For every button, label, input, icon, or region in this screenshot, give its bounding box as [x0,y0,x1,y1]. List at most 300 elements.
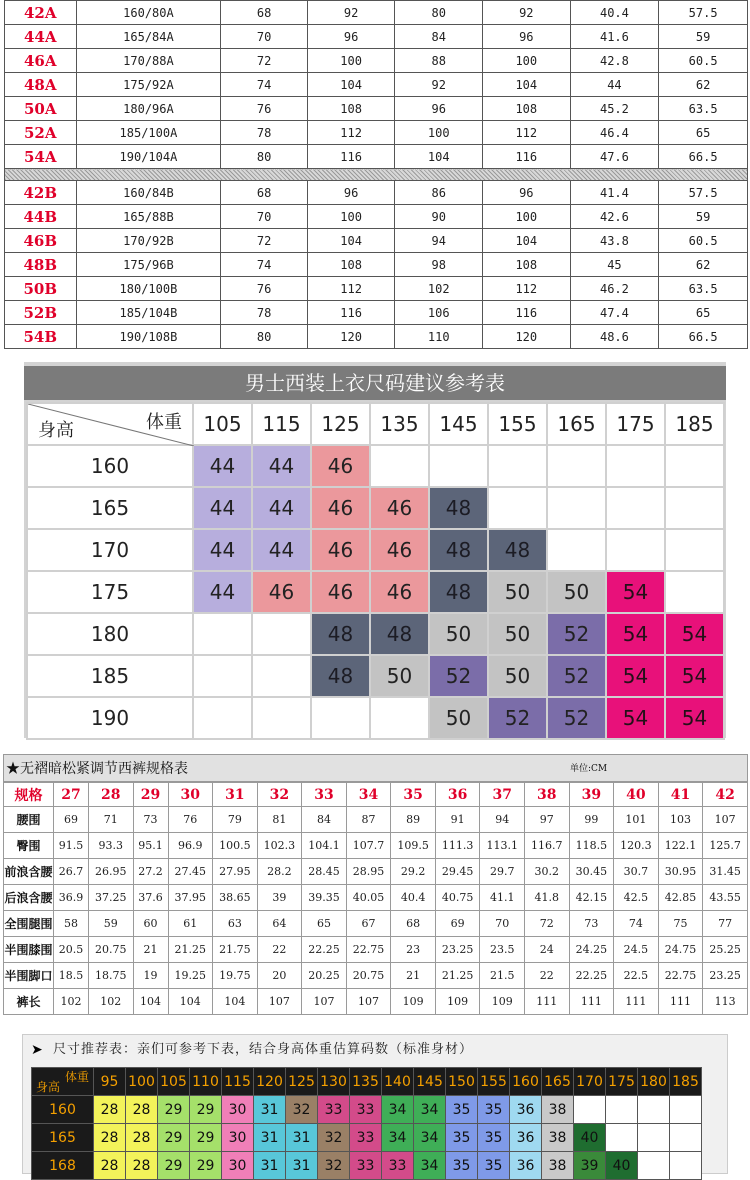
spec-cell: 78 [221,121,308,145]
spec-cell: 103 [658,807,703,833]
size-cell: 44 [252,487,311,529]
pants-spec-title: ★无褶暗松紧调节西裤规格表 [6,761,188,777]
unit-label: 单位:CM [570,764,608,774]
spec-cell: 108 [483,253,571,277]
size-cell [665,445,724,487]
table-row [27,529,724,571]
weight-header-cell: 95 [94,1068,126,1096]
size-cell: 29 [158,1096,190,1124]
spec-cell: 96 [483,25,571,49]
spec-cell: 116 [307,301,395,325]
row-label: 前浪含腰 [4,859,54,885]
size-header-cell: 35 [391,783,436,807]
spec-cell: 21.25 [435,963,480,989]
spec-cell: 42.15 [569,885,614,911]
spec-cell: 91.5 [54,833,89,859]
size-code-cell: 42A [5,1,77,25]
spec-cell: 24.5 [614,937,659,963]
spec-cell: 31.45 [703,859,748,885]
spec-cell: 57.5 [659,181,748,205]
table-row [27,487,724,529]
size-code-cell: 48B [5,253,77,277]
size-cell: 35 [478,1152,510,1180]
size-cell [193,613,252,655]
table-row [27,571,724,613]
spec-cell: 29.7 [480,859,525,885]
size-cell [606,1096,638,1124]
size-header-cell: 40 [614,783,659,807]
spec-cell: 72 [221,229,308,253]
spec-cell: 43.55 [703,885,748,911]
spec-cell: 65 [659,301,748,325]
spec-cell: 20 [257,963,302,989]
spec-cell: 42.5 [614,885,659,911]
spec-cell: 25.25 [703,937,748,963]
spec-cell: 94 [480,807,525,833]
spec-cell: 107 [703,807,748,833]
size-cell [638,1096,670,1124]
row-label: 裤长 [4,989,54,1015]
spec-cell: 73 [133,807,168,833]
size-cell: 40 [606,1152,638,1180]
spec-cell: 116 [483,301,571,325]
spec-cell: 61 [168,911,213,937]
spec-cell: 63.5 [659,277,748,301]
spec-cell: 40.75 [435,885,480,911]
size-cell: 34 [414,1124,446,1152]
spec-cell: 76 [221,97,308,121]
size-cell: 35 [446,1096,478,1124]
spec-cell: 70 [480,911,525,937]
table-row [5,73,748,97]
spec-cell: 20.25 [302,963,347,989]
size-cell: 36 [510,1124,542,1152]
spec-cell: 170/92B [76,229,221,253]
size-cell: 46 [370,529,429,571]
spec-cell: 60 [133,911,168,937]
pants-recommendation-section [22,1034,728,1174]
size-cell: 31 [254,1152,286,1180]
size-cell: 30 [222,1096,254,1124]
size-cell [665,571,724,613]
weight-header-cell: 175 [606,1068,638,1096]
spec-cell: 66.5 [659,325,748,349]
table-row [5,229,748,253]
spec-cell: 109 [480,989,525,1015]
spec-cell: 21 [133,937,168,963]
size-cell: 54 [665,697,724,739]
size-cell: 35 [446,1124,478,1152]
spec-cell: 111 [614,989,659,1015]
size-code-cell: 54A [5,145,77,169]
spec-cell: 96 [307,25,395,49]
spec-cell: 62 [659,73,748,97]
spec-cell: 30.95 [658,859,703,885]
spec-cell: 99 [569,807,614,833]
spec-cell: 90 [395,205,483,229]
size-cell: 30 [222,1152,254,1180]
size-code-cell: 42B [5,181,77,205]
spec-cell: 97 [525,807,570,833]
table-row [27,697,724,739]
weight-header-cell: 160 [510,1068,542,1096]
weight-header-cell: 145 [414,1068,446,1096]
size-cell: 54 [665,613,724,655]
table-row [4,989,748,1015]
height-header-cell: 160 [32,1096,94,1124]
size-cell: 48 [488,529,547,571]
row-label: 腰围 [4,807,54,833]
weight-header-cell: 155 [478,1068,510,1096]
size-header-cell: 41 [658,783,703,807]
spec-cell: 76 [221,277,308,301]
spec-cell: 73 [569,911,614,937]
spec-cell: 118.5 [569,833,614,859]
spec-cell: 59 [659,25,748,49]
size-cell: 44 [252,529,311,571]
spec-cell: 72 [221,49,308,73]
size-cell: 29 [190,1124,222,1152]
spec-cell: 20.75 [88,937,133,963]
spec-cell: 24.75 [658,937,703,963]
spec-cell: 74 [221,253,308,277]
table-row [5,301,748,325]
spec-cell: 47.4 [570,301,659,325]
spec-cell: 59 [88,911,133,937]
size-header-cell: 33 [302,783,347,807]
size-cell: 50 [429,613,488,655]
table-row [5,121,748,145]
size-code-cell: 54B [5,325,77,349]
jacket-spec-table [4,0,748,349]
weight-header-cell: 115 [252,403,311,445]
size-cell [547,529,606,571]
spec-cell: 37.95 [168,885,213,911]
size-cell: 29 [190,1152,222,1180]
size-cell: 34 [414,1096,446,1124]
weight-header-cell: 115 [222,1068,254,1096]
spec-cell: 175/96B [76,253,221,277]
weight-header-cell: 150 [446,1068,478,1096]
size-code-cell: 52B [5,301,77,325]
size-header-cell: 29 [133,783,168,807]
section-divider [5,169,748,181]
size-cell [665,529,724,571]
size-cell: 44 [193,529,252,571]
spec-cell: 21.75 [213,937,258,963]
weight-header-cell: 165 [542,1068,574,1096]
spec-cell: 19.25 [168,963,213,989]
spec-cell: 46.2 [570,277,659,301]
spec-cell: 111 [569,989,614,1015]
spec-cell: 47.6 [570,145,659,169]
spec-cell: 22 [525,963,570,989]
jacket-recommendation-section [24,362,726,738]
row-label: 半围脚口 [4,963,54,989]
weight-header-cell: 105 [193,403,252,445]
size-cell: 33 [350,1124,382,1152]
table-row [5,49,748,73]
spec-cell: 104 [395,145,483,169]
weight-header-cell: 185 [670,1068,702,1096]
size-cell: 34 [382,1096,414,1124]
size-header-cell: 38 [525,783,570,807]
size-cell: 54 [606,697,665,739]
spec-cell: 23.25 [435,937,480,963]
spec-cell: 70 [221,205,308,229]
spec-cell: 65 [659,121,748,145]
spec-cell: 62 [659,253,748,277]
weight-header-cell: 105 [158,1068,190,1096]
divider-cell [5,169,748,181]
spec-cell: 66.5 [659,145,748,169]
spec-cell: 160/84B [76,181,221,205]
height-header-cell: 168 [32,1152,94,1180]
size-cell: 28 [94,1152,126,1180]
size-cell [574,1096,606,1124]
spec-cell: 39.35 [302,885,347,911]
size-cell: 34 [414,1152,446,1180]
table-row [5,277,748,301]
spec-cell: 27.95 [213,859,258,885]
size-cell [252,613,311,655]
size-cell: 28 [126,1124,158,1152]
spec-cell: 20.75 [346,963,391,989]
spec-cell: 41.1 [480,885,525,911]
spec-cell: 170/88A [76,49,221,73]
spec-cell: 69 [54,807,89,833]
size-cell: 38 [542,1096,574,1124]
spec-cell: 106 [395,301,483,325]
spec-cell: 80 [221,145,308,169]
spec-cell: 58 [54,911,89,937]
size-cell [547,487,606,529]
spec-cell: 112 [483,121,571,145]
size-cell: 48 [429,487,488,529]
spec-cell: 29.2 [391,859,436,885]
spec-cell: 104 [483,229,571,253]
spec-cell: 29.45 [435,859,480,885]
spec-cell: 69 [435,911,480,937]
spec-cell: 96 [395,97,483,121]
spec-cell: 77 [703,911,748,937]
spec-cell: 46.4 [570,121,659,145]
table-row [5,325,748,349]
spec-cell: 100 [483,49,571,73]
spec-cell: 100 [307,49,395,73]
spec-cell: 65 [302,911,347,937]
spec-cell: 41.6 [570,25,659,49]
spec-cell: 59 [659,205,748,229]
height-header-cell: 165 [27,487,193,529]
spec-cell: 23 [391,937,436,963]
weight-header-cell: 185 [665,403,724,445]
spec-cell: 84 [302,807,347,833]
spec-cell: 36.9 [54,885,89,911]
arrow-icon: ➤ [31,1042,43,1058]
size-header-cell: 39 [569,783,614,807]
weight-corner-label: 体重 [64,1070,89,1084]
spec-cell: 104 [307,73,395,97]
spec-cell: 109 [435,989,480,1015]
spec-cell: 44 [570,73,659,97]
spec-cell: 27.2 [133,859,168,885]
table-row [5,145,748,169]
size-cell: 46 [252,571,311,613]
size-header-cell: 31 [213,783,258,807]
size-cell: 35 [446,1152,478,1180]
spec-cell: 40.4 [570,1,659,25]
spec-cell: 19 [133,963,168,989]
table-row [4,937,748,963]
spec-cell: 91 [435,807,480,833]
size-header-label: 规格 [4,783,54,807]
spec-cell: 107 [257,989,302,1015]
spec-cell: 22.75 [346,937,391,963]
size-cell: 46 [311,529,370,571]
size-cell: 34 [382,1124,414,1152]
size-cell: 50 [488,655,547,697]
spec-cell: 100 [483,205,571,229]
spec-cell: 75 [658,911,703,937]
size-cell: 31 [286,1124,318,1152]
table-row [4,859,748,885]
spec-cell: 24 [525,937,570,963]
spec-cell: 30.45 [569,859,614,885]
table-row [5,181,748,205]
spec-cell: 111 [658,989,703,1015]
size-code-cell: 50B [5,277,77,301]
weight-header-cell: 100 [126,1068,158,1096]
size-cell: 29 [158,1124,190,1152]
size-cell: 33 [350,1096,382,1124]
size-cell: 54 [606,655,665,697]
spec-cell: 102 [88,989,133,1015]
size-cell: 30 [222,1124,254,1152]
spec-cell: 80 [395,1,483,25]
spec-cell: 45 [570,253,659,277]
size-code-cell: 52A [5,121,77,145]
spec-cell: 190/108B [76,325,221,349]
spec-cell: 57.5 [659,1,748,25]
spec-cell: 95.1 [133,833,168,859]
table-row [32,1124,702,1152]
spec-cell: 38.65 [213,885,258,911]
size-cell [370,697,429,739]
height-header-cell: 170 [27,529,193,571]
size-cell: 44 [193,445,252,487]
spec-cell: 64 [257,911,302,937]
spec-cell: 76 [168,807,213,833]
spec-cell: 67 [346,911,391,937]
spec-cell: 22.25 [569,963,614,989]
size-cell [606,487,665,529]
height-header-cell: 185 [27,655,193,697]
spec-cell: 19.75 [213,963,258,989]
spec-cell: 120.3 [614,833,659,859]
size-cell [311,697,370,739]
spec-cell: 28.2 [257,859,302,885]
spec-cell: 18.5 [54,963,89,989]
spec-cell: 100 [395,121,483,145]
spec-cell: 116 [483,145,571,169]
spec-cell: 101 [614,807,659,833]
spec-cell: 93.3 [88,833,133,859]
size-cell: 48 [370,613,429,655]
spec-cell: 100 [307,205,395,229]
spec-cell: 39 [257,885,302,911]
size-cell: 29 [190,1096,222,1124]
size-cell: 31 [254,1124,286,1152]
spec-cell: 30.2 [525,859,570,885]
table-row [32,1096,702,1124]
table-header-row [4,783,748,807]
spec-cell: 60.5 [659,49,748,73]
row-label: 半围膝围 [4,937,54,963]
spec-cell: 104 [213,989,258,1015]
size-cell: 31 [254,1096,286,1124]
size-cell [670,1124,702,1152]
spec-cell: 107 [302,989,347,1015]
weight-header-cell: 135 [350,1068,382,1096]
spec-cell: 18.75 [88,963,133,989]
spec-cell: 87 [346,807,391,833]
size-cell: 38 [542,1124,574,1152]
size-cell: 54 [665,655,724,697]
table-row [5,253,748,277]
spec-cell: 112 [307,121,395,145]
table-row [27,655,724,697]
size-cell [606,445,665,487]
spec-cell: 40.4 [391,885,436,911]
size-cell: 50 [488,571,547,613]
pants-recommendation-table [31,1067,702,1180]
spec-cell: 108 [307,253,395,277]
spec-cell: 68 [221,181,308,205]
spec-cell: 37.6 [133,885,168,911]
size-cell: 48 [311,613,370,655]
spec-cell: 92 [307,1,395,25]
size-cell: 35 [478,1124,510,1152]
spec-cell: 109.5 [391,833,436,859]
weight-header-cell: 165 [547,403,606,445]
height-header-cell: 190 [27,697,193,739]
spec-cell: 42.8 [570,49,659,73]
spec-cell: 72 [525,911,570,937]
size-cell: 33 [382,1152,414,1180]
height-header-cell: 180 [27,613,193,655]
weight-corner-label: 体重 [146,412,182,433]
spec-cell: 92 [395,73,483,97]
size-cell [606,529,665,571]
spec-cell: 45.2 [570,97,659,121]
size-code-cell: 44A [5,25,77,49]
size-code-cell: 46A [5,49,77,73]
spec-cell: 120 [307,325,395,349]
spec-cell: 22 [257,937,302,963]
spec-cell: 190/104A [76,145,221,169]
pants-spec-table [3,782,748,1015]
spec-cell: 71 [88,807,133,833]
size-cell: 32 [318,1152,350,1180]
spec-cell: 21.5 [480,963,525,989]
size-cell: 35 [478,1096,510,1124]
size-cell: 33 [318,1096,350,1124]
size-cell: 54 [606,571,665,613]
spec-cell: 23.25 [703,963,748,989]
table-row [5,25,748,49]
weight-header-cell: 120 [254,1068,286,1096]
